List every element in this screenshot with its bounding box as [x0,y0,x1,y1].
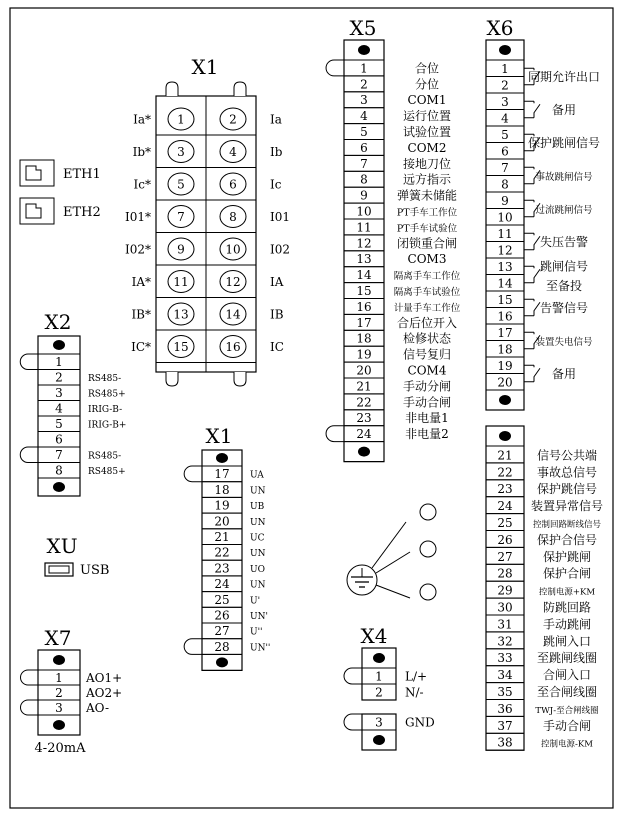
terminal-number: 20 [214,514,230,529]
terminal-number: 25 [497,516,513,530]
terminal-number: 16 [356,299,372,314]
eth1-label: ETH1 [63,167,101,182]
terminal-number: 21 [497,448,513,463]
terminal-number: 11 [497,227,513,241]
terminal-number: 23 [356,411,372,426]
terminal-label: IRIG-B+ [88,420,127,431]
eth2-port-icon [20,198,54,224]
ground-terminal [420,541,436,557]
terminal-number: 23 [214,561,230,576]
x1-top-tab [166,372,178,386]
terminal-label: 备用 [551,103,577,117]
terminal-label: 隔离手车工作位 [393,271,461,283]
terminal-number: 13 [356,252,372,267]
terminal-label: RS485+ [88,389,126,400]
terminal-number: 26 [214,608,230,623]
terminal-number: 37 [497,718,513,733]
terminal-number: 11 [356,220,372,235]
terminal-label: 保护合信号 [536,532,598,547]
terminal-number: 2 [375,685,383,700]
terminal-number: 4 [229,145,237,159]
terminal-number: 27 [214,624,230,639]
terminal-label: U'' [250,627,263,638]
terminal-label: 运行位置 [402,109,452,124]
terminal-number: 35 [497,685,513,699]
ground-terminal [420,584,436,600]
terminal-label: IC* [131,340,151,354]
eth1-port-icon [20,160,54,186]
xu-block [45,534,109,578]
terminal-number: 18 [214,482,230,497]
x2-block [20,310,126,496]
terminal-label: U' [250,596,261,607]
terminal-number: 16 [225,340,241,354]
terminal-number: 11 [173,275,189,289]
terminal-label: UA [250,470,264,481]
terminal-number: 19 [497,359,513,373]
terminal-label: Ib [270,145,283,159]
terminal-label: I01* [124,210,151,224]
strip-clip [344,668,362,684]
terminal-number: 6 [55,432,63,447]
terminal-label: RS485- [88,374,122,384]
x1-top-title: X1 [191,55,219,79]
terminal-label: 信号公共端 [536,448,598,463]
terminal-label: 控制电源-KM [541,739,593,750]
terminal-label: GND [405,715,435,730]
terminal-label: 计量手车工作位 [393,302,461,314]
terminal-label: 隔离手车试验位 [393,287,461,298]
terminal-number: 27 [497,549,513,564]
strip-clip [20,354,38,370]
terminal-label: I02* [124,242,151,257]
terminal-number: 6 [360,140,368,155]
terminal-label: UC [250,533,265,544]
mounting-screw [358,45,370,55]
terminal-label: 失压告警 [539,235,589,249]
terminal-number: 2 [229,112,237,127]
terminal-number: 13 [173,307,189,322]
terminal-number: 28 [497,566,513,581]
terminal-number: 14 [225,307,241,322]
terminal-label: IB* [131,307,151,322]
terminal-label: IA* [131,275,151,289]
terminal-number: 20 [497,375,513,390]
terminal-label: Ib* [132,145,151,159]
terminal-number: 5 [360,125,368,139]
strip-clip [21,670,38,685]
terminal-number: 1 [501,62,509,76]
mounting-screw [53,482,65,492]
ground-symbol [347,504,436,600]
terminal-label: 装置失电信号 [535,337,593,348]
terminal-label: IB [270,307,284,322]
x5-title: X5 [349,16,377,40]
terminal-label: 合位 [414,61,440,76]
terminal-number: 4 [501,111,509,126]
terminal-number: 4 [55,401,63,416]
terminal-number: 28 [214,639,230,654]
terminal-label: 同期允许出口 [527,70,601,84]
terminal-label: AO2+ [86,686,123,700]
terminal-number: 3 [375,715,383,730]
terminal-label: 保护跳闸信号 [527,136,601,150]
terminal-label: 至合闸线圈 [536,685,598,699]
terminal-number: 13 [497,260,513,274]
strip-clip [344,714,362,730]
terminal-number: 6 [501,144,509,159]
terminal-label: PT手车工作位 [396,207,458,219]
terminal-number: 38 [497,735,513,750]
terminal-number: 10 [225,242,241,257]
terminal-number: 3 [55,701,63,715]
x5-block [326,16,461,462]
terminal-label: UN [250,580,266,591]
terminal-number: 23 [497,482,513,497]
terminal-label: UB [250,502,265,513]
terminal-label: PT手车试验位 [396,223,458,235]
terminal-number: 26 [497,532,513,547]
mounting-screw [216,657,228,667]
terminal-label: 备用 [551,367,577,381]
ground-terminal [420,504,436,520]
terminal-label: UN' [250,612,268,622]
terminal-label: 接地刀位 [402,156,452,171]
terminal-number: 30 [497,600,513,615]
x7-note: 4-20mA [34,741,86,756]
terminal-label: Ic* [133,177,151,192]
terminal-label: 非电量2 [405,427,449,442]
terminal-number: 7 [360,156,368,171]
terminal-number: 12 [225,275,241,289]
terminal-label: AO1+ [86,671,123,685]
terminal-number: 9 [501,194,509,208]
terminal-label: 远方指示 [402,172,452,187]
terminal-number: 8 [501,177,509,192]
x1-top-tab [166,82,178,96]
terminal-number: 8 [229,210,237,224]
relay-contact [524,101,540,118]
mounting-screw [373,653,385,663]
mounting-screw [53,340,65,350]
terminal-number: 9 [360,188,368,203]
x6-top-title: X6 [486,16,514,40]
x1-top-block [125,55,290,386]
terminal-number: 1 [375,669,383,684]
strip-clip [326,60,344,76]
eth2-label: ETH2 [63,205,101,220]
terminal-number: 24 [356,427,372,442]
x1-top-tab [234,82,246,96]
terminal-label: UO [250,564,265,575]
terminal-number: 15 [497,293,513,307]
terminal-label: 合闸入口 [542,668,592,683]
terminal-number: 1 [360,61,368,76]
mounting-screw [53,655,65,665]
terminal-label: UN [250,486,266,497]
terminal-label: 检修状态 [402,331,452,346]
terminal-number: 5 [501,128,509,142]
strip-clip [21,700,38,715]
terminal-label: Ia* [133,112,151,127]
terminal-label: Ic [270,177,282,192]
terminal-label: 手动跳闸 [542,617,592,632]
terminal-label: 手动合闸 [542,718,592,733]
terminal-label: 跳闸信号 [539,259,589,274]
x6-top-block [486,16,600,410]
terminal-number: 3 [360,93,368,108]
strip-clip [184,639,202,655]
terminal-number: 22 [214,545,230,560]
terminal-label: 保护合闸 [542,566,592,581]
mounting-screw [499,395,511,405]
terminal-label: I01 [270,210,291,224]
terminal-label: 手动分闸 [402,379,452,394]
usb-label: USB [80,563,110,578]
terminal-label: RS485- [88,451,122,462]
terminal-number: 3 [177,145,185,159]
terminal-label: 合后位开入 [396,315,458,330]
terminal-number: 34 [497,668,513,683]
terminal-number: 12 [497,243,513,258]
terminal-number: 7 [55,448,63,462]
relay-contact [524,365,540,382]
terminal-number: 10 [497,210,513,225]
terminal-number: 1 [55,355,63,369]
terminal-label: UN'' [250,643,271,654]
terminal-label: 至跳闸线圈 [536,651,598,666]
terminal-number: 25 [214,592,230,607]
terminal-number: 7 [501,161,509,175]
x2-title: X2 [44,310,72,334]
terminal-label: 跳闸入口 [542,634,592,649]
terminal-number: 3 [55,386,63,400]
terminal-number: 2 [360,77,368,92]
terminal-number: 2 [501,78,509,93]
terminal-label: 事故跳闸信号 [535,172,593,183]
terminal-number: 2 [55,370,63,385]
terminal-number: 24 [214,577,230,592]
terminal-number: 12 [356,236,372,251]
terminal-label: 非电量1 [405,411,449,426]
terminal-number: 8 [55,463,63,478]
terminal-label: UN [250,549,266,560]
x7-title: X7 [44,626,72,650]
terminal-label: 弹簧未储能 [396,188,458,203]
terminal-label: COM2 [407,140,447,155]
terminal-label: IRIG-B- [88,405,123,415]
terminal-label: AO- [86,701,109,715]
terminal-number: 29 [497,583,513,598]
terminal-number: 19 [214,498,230,513]
terminal-label: 分位 [414,77,440,92]
mounting-screw [499,45,511,55]
terminal-label: IC [270,340,284,354]
terminal-number: 21 [214,530,230,544]
terminal-number: 20 [356,363,372,378]
x6-bottom-block [486,426,603,750]
terminal-number: 15 [173,340,189,354]
terminal-number: 1 [177,112,185,127]
strip-clip [20,447,38,463]
terminal-label: 防跳回路 [542,600,592,615]
eth-ports [20,160,101,224]
terminal-label: RS485+ [88,467,126,477]
relay-contact [524,299,540,316]
strip-clip [184,466,202,482]
terminal-number: 18 [497,342,513,357]
terminal-number: 33 [497,651,513,666]
terminal-label: 事故总信号 [536,465,598,480]
terminal-label: L/+ [405,669,428,684]
terminal-number: 18 [356,331,372,346]
terminal-number: 1 [55,671,63,685]
terminal-number: 17 [497,326,513,340]
terminal-label: TWJ-至合闸线圈 [535,705,599,716]
terminal-number: 5 [177,177,185,192]
relay-contact [524,266,540,283]
terminal-label: 控制回路断线信号 [532,520,602,530]
mounting-screw [216,453,228,463]
terminal-label: 保护跳信号 [536,482,598,497]
terminal-label: 信号复归 [402,347,452,362]
x7-block [21,626,123,756]
terminal-label: COM4 [407,363,447,378]
terminal-label: Ia [270,112,282,127]
terminal-number: 22 [356,395,372,410]
terminal-number: 17 [214,467,230,482]
terminal-number: 19 [356,347,372,362]
terminal-number: 6 [229,177,237,192]
strip-clip [326,426,344,442]
terminal-number: 8 [360,172,368,187]
terminal-label: 告警信号 [539,301,589,315]
terminal-label: UN [250,517,266,528]
terminal-label: 试验位置 [402,125,452,139]
terminal-number: 14 [497,276,513,291]
terminal-label: 控制电源+KM [538,587,596,598]
terminal-label: 闭锁重合闸 [396,236,458,251]
terminal-number: 17 [356,315,372,330]
terminal-number: 31 [497,617,513,632]
terminal-label: N/- [405,685,424,700]
terminal-number: 9 [177,242,185,257]
terminal-number: 14 [356,268,372,283]
terminal-number: 10 [356,204,372,219]
x1-bottom-block [184,424,270,670]
terminal-label: 至备投 [545,278,583,293]
x4-title: X4 [360,624,388,648]
x4-block [344,624,435,750]
terminal-label: 装置异常信号 [530,499,604,514]
mounting-screw [53,720,65,730]
terminal-label: IA [270,275,284,289]
terminal-number: 24 [497,499,513,514]
terminal-number: 2 [55,686,63,700]
terminal-number: 22 [497,465,513,480]
terminal-number: 7 [177,210,185,224]
terminal-number: 15 [356,284,372,298]
terminal-label: I02 [270,242,291,257]
terminal-number: 4 [360,109,368,124]
terminal-number: 16 [497,309,513,324]
terminal-label: COM3 [407,252,447,267]
terminal-label: COM1 [407,93,447,108]
terminal-number: 3 [501,95,509,109]
relay-contact [524,233,540,250]
mounting-screw [373,735,385,745]
mounting-screw [358,447,370,457]
terminal-label: 手动合闸 [402,395,452,410]
mounting-screw [499,431,511,441]
terminal-number: 5 [55,417,63,431]
terminal-label: 过流跳闸信号 [535,205,593,216]
terminal-number: 32 [497,634,513,649]
terminal-number: 21 [356,379,372,394]
terminal-number: 36 [497,701,513,716]
x1-bottom-title: X1 [205,424,233,448]
terminal-label: 保护跳闸 [542,549,592,564]
xu-title: XU [46,534,78,558]
x1-top-tab [234,372,246,386]
